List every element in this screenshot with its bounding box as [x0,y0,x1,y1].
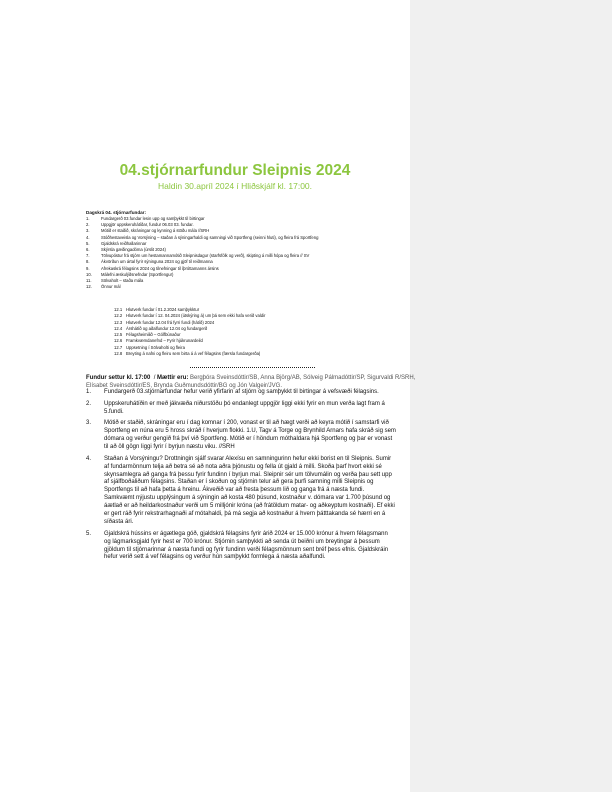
document-title: 04.stjórnarfundur Sleipnis 2024 [119,162,351,179]
present-label: Mættir eru: [157,375,189,381]
agenda-sub-item-number: 12.2 [114,313,123,319]
minutes-item-text: Uppskeruhátíðin er með jákvæða niðurstöðu þó endanlegt uppgjör liggi ekki fyrir en mun verða lagt fram á 5.fundi. [104,400,385,415]
minutes-item-text: Fundargerð 03.stjórnarfundar hefur verið yfirfarin af stjórn og samþykkt til birtingar á vefsvæði félagsins. [104,389,379,395]
minutes-item [86,401,396,417]
agenda-sub-item-text: Hlutverk fundar 12.04 frá fyrri fundi (hátíð) 2024 [126,319,215,325]
agenda-item-text: Skýrsla gæðingadóma (úrslit 2024) [101,247,166,253]
agenda-sub-item-text: Hlutverk fundar í 12. 04.2024 (útskýring á) um þá sem ekki hafa verið valdir [126,313,266,319]
agenda-item [86,284,386,290]
agenda-sub-item-text: Uppsetning í Sölvaholti og fleira [126,344,185,350]
agenda-item-text: Sölvaholt – staða mála [101,278,144,284]
agenda-heading: Dagskrá 04. stjórnarfundar: [86,210,146,215]
document-subtitle: Haldin 30.apríl 2024 í Hliðskjálf kl. 17:00. [157,181,313,191]
agenda-item-number: 1. [86,216,90,221]
agenda-item-number: 5. [86,240,90,246]
agenda-item-number: 4. [86,234,90,240]
agenda-item-text: Tölvupóstur frá stjórn um hestamannamótið Sleipnisdagur (starfsfólk og verð), skipting á milli hópa og fleira // SV [101,253,310,259]
agenda-item-number: 6. [86,247,90,253]
agenda-sub-item-text: Breyting á nafni og fleiru sem birta á á vef félagsins (færsla fundargerða) [126,351,261,357]
minutes-item [86,456,396,527]
agenda-item-number: 12. [86,284,92,290]
minutes-item-number: 1. [86,389,92,395]
minutes-item [86,389,396,397]
agenda-sub-item-text: Félagsheimilið – Gólfbúnaður [126,332,181,338]
agenda-sub-list [114,307,374,357]
agenda-item-number: 7. [86,253,90,259]
minutes-item-text: Gjaldskrá hússins er ágætlega góð, gjaldskrá félagsins fyrir árið 2024 er 15.000 krónur á hvern félagsmann og lágmarksgjald fyrir hest er 700 krónur. Stjórnin samþykkti að senda út beiðni um breytingar á þessum gjöldum til stjórnarinnar á næsta fundi og fyrir fundinn verði félagsmönnum sent bréf þess efnis. Gjaldskráin hefur verið sett á vef félagsins og verður hún samþykkt formlega á næsta aðalfundi. [104,530,389,561]
minutes-item [86,420,396,452]
minutes-item-number: 5. [86,530,92,537]
agenda-item-number: 3. [86,228,90,234]
agenda-sub-item-number: 12.5 [114,332,123,338]
minutes-item-text: Mótið er staðið, skráningar eru í dag komnar í 200, vonast er til að hægt verði að keyra mótið í samstarfi við Sportfeng en núna eru 5 hross skráð í hverjum flokki. 1.U, Tagv á Torge og Brynhild Arnars hafa skráð sig sem dómara og verður gengið frá því við Sportfeng. Mótið er í höndum móthaldara hjá Sportfeng og þar er vonast til að öll gögn liggi fyrir í byrjun næstu viku. //SRH [104,420,396,451]
agenda-item-text: Gjaldskrá reiðhallarinnar [101,240,147,246]
agenda-sub-item-number: 12.4 [114,325,123,331]
minutes-item-text: Staðan á Vorsýningu? Drottningin sjálf svarar Alexísu en samningurinn hefur ekki borist en til Sleipnis. Sumir af fundarmönnum telja að betra sé að nota aðra þjónustu og fella út gjald á milli. Skoða þarf hvort ekki sé skynsamlegra að ganga frá þessu fyrir fundinn í byrjun maí. Sleipnir sér um tölvumálin og verða þau sett upp af sjálfboðaliðum félagsins. Staðan er í skoðun og stjórnin telur að gera þurfi samning milli Sleipnis og Sportfengs til að hafa þetta á hreinu. Ákveðið var að fresta þessum lið og ganga frá á næsta fundi. Samkvæmt nýjustu upplýsingum á sýningin að kosta 480 þúsund, kostnaður v. dómara var 1.700 þúsund og áætlað er að heildarkostnaður verði um 5 milljónir króna (að frátöldum matar- og aðkeyptum kostnaði). Ef ekki er gert ráð fyrir rekstrarhagnaði af mótahaldi, þá má segja að kostnaður á hvern þátttakanda sé hærri en á síðasta ári. [104,455,395,525]
attendee-names: Bergþóra Sveinsdóttir/SB, Anna Björg/AB, Sólveig Pálmadóttir/SP, Sigurvaldi R/SRH, Elísabet Sveinsdóttir/ES, Brynda Guðmundsdóttir/BG og Jón Valgeir/JVG. [86,375,416,389]
agenda-item-number: 8. [86,259,90,265]
agenda-item-text: Mótið er staðið, skráningar og kynning á stöðu mála //SRH [101,228,210,234]
minutes-item-number: 2. [86,400,92,407]
agenda-item-number: 11. [86,278,92,284]
agenda-sub-item-text: Framkvæmdanefnd – Fyrir hjúkrunardeild [126,338,203,344]
agenda-item-text: Afrekaskrá félagsins 2024 og tilnefningar til íþróttamanns ársins [101,265,219,271]
agenda-item-text: Önnur mál [101,284,121,290]
agenda-sub-item-text: Hlutverk fundar í 01.2.2024 samþykktur [126,307,200,312]
agenda-sub-item [114,351,374,357]
agenda-item-text: Ákvörðun um ártal fyrir sýninguna 2024 og gjöf til reiðmanna [101,259,213,265]
agenda-item-text: Stóðhestaveisla og Vorsýning – staðan á sýningarhaldi og samningi við Sportfeng (seinni hluti), og fleira frá Sportfeng [101,234,319,240]
minutes-item [86,531,396,563]
agenda-item-number: 9. [86,265,90,271]
agenda-sub-item-text: Árshátíð og aðalfundur 12.04 og fundargerð [126,325,208,331]
agenda-item-number: 10. [86,271,92,277]
agenda-sub-item-number: 12.8 [114,351,123,357]
agenda-sub-item-number: 12.3 [114,319,123,325]
agenda-list [86,216,386,290]
agenda-sub-item-number: 12.7 [114,344,123,350]
separator-line [190,367,315,368]
minutes-item-number: 3. [86,420,92,427]
attendance: Fundur settur kl. 17:00 / Mættir eru: Bergþóra Sveinsdóttir/SB, Anna Björg/AB, Sólveig Pálmadóttir/SP, Sigurvaldi R/SRH, Elísabet Sveinsdóttir/ES, Brynda Guðmundsdóttir/BG og Jón Valgeir/JVG. [86,375,416,389]
agenda-sub-item-number: 12.1 [114,307,123,312]
agenda-item-text: Málefni æskulýðsnefndar (Sportfengur) [101,271,174,277]
agenda-sub-item-number: 12.6 [114,338,123,344]
agenda-item-text: Fundargerð 03.fundar lesin upp og samþykkt til birtingar [101,216,205,221]
agenda-item-text: Uppgjör uppskeruhátíðar, fundur 06.03 03. fundar. [101,222,194,228]
agenda-item-number: 2. [86,222,90,228]
minutes-list [86,389,396,566]
meeting-opened-label: Fundur settur kl. 17:00 [86,375,151,381]
minutes-item-number: 4. [86,455,92,462]
comment-pane [410,0,612,792]
